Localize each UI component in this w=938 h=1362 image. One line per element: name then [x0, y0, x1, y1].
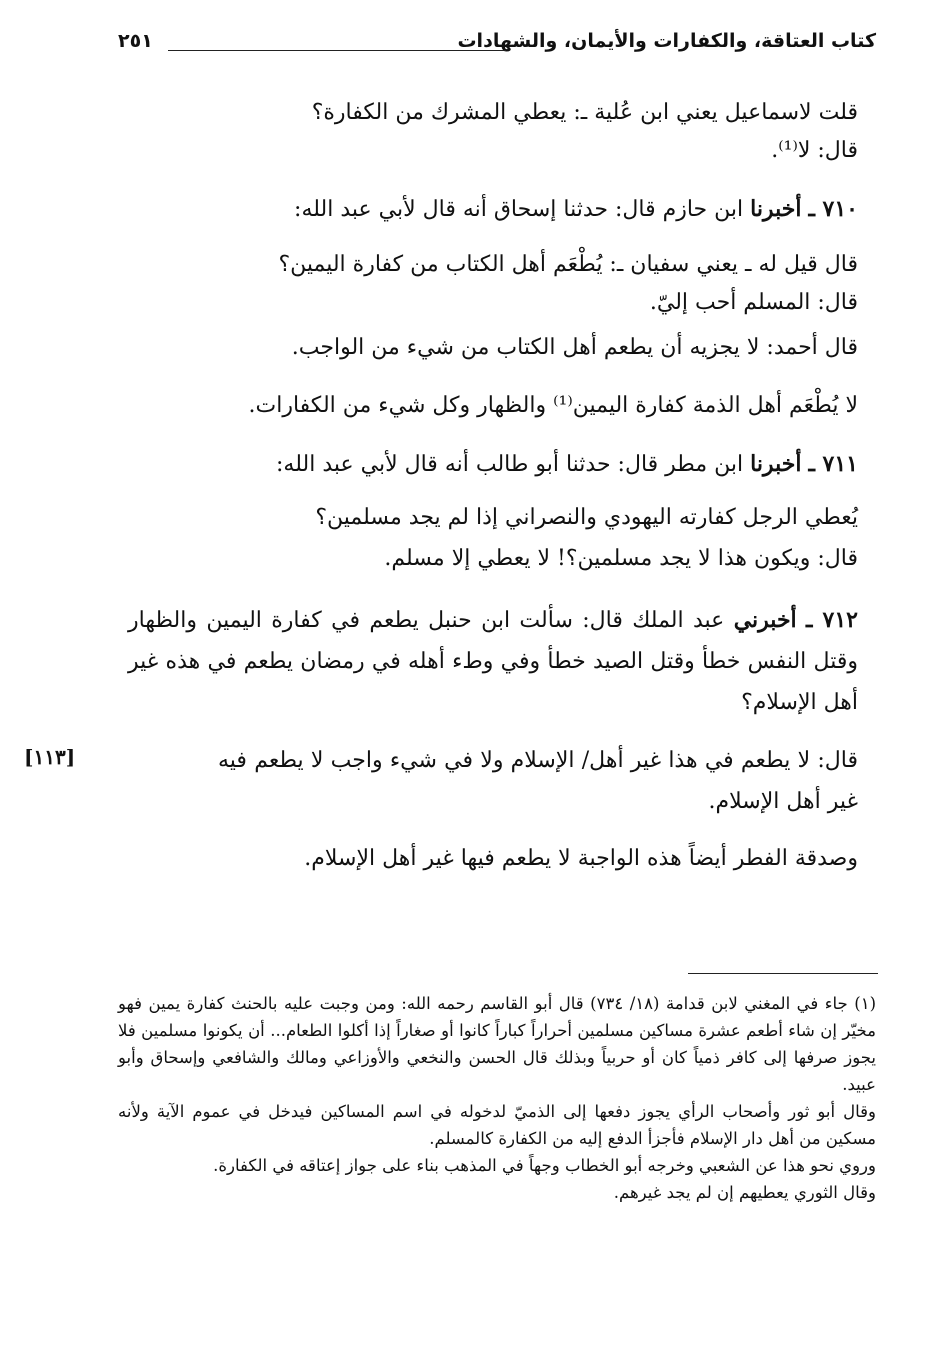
narration-number: ٧١٢ ـ: [806, 607, 858, 633]
page-number: ٢٥١: [118, 30, 153, 52]
text-line-9: يُعطي الرجل كفارته اليهودي والنصراني إذا لم يجد مسلمين؟: [315, 505, 858, 530]
running-header: [118, 30, 876, 64]
header-title: كتاب العتاقة، والكفارات والأيمان، والشهادات: [457, 30, 876, 52]
text-line-7: لا يُطْعَم أهل الذمة كفارة اليمين⁽¹⁾ والظهار وكل شيء من الكفارات.: [248, 393, 858, 418]
narration-number: ٧١٠ ـ: [808, 196, 858, 222]
text-line-2: قال: لا⁽¹⁾.: [771, 138, 858, 163]
narration-keyword: أخبرنا: [750, 451, 802, 477]
text-line-1: قلت لاسماعيل يعني ابن عُلية ـ: يعطي المشرك من الكفارة؟: [311, 100, 858, 125]
paragraph-sadaqa: وصدقة الفطر أيضاً هذه الواجبة لا يطعم فيها غير أهل الإسلام.: [304, 846, 858, 871]
header-rule: [168, 50, 506, 51]
text-line-10: قال: ويكون هذا لا يجد مسلمين؟! لا يعطي إلا مسلم.: [384, 546, 858, 571]
narration-keyword: أخبرنا: [750, 196, 802, 222]
narration-710: [294, 196, 858, 222]
narration-712: [128, 600, 858, 723]
paragraph-qal: قال: لا يطعم في هذا غير أهل/ الإسلام ولا في شيء واجب لا يطعم فيه غير أهل الإسلام.: [218, 748, 858, 814]
footnotes: [118, 990, 876, 1206]
text-line-6: قال أحمد: لا يجزيه أن يطعم أهل الكتاب من شيء من الواجب.: [291, 335, 858, 360]
footnote-3: وروي نحو هذا عن الشعبي وخرجه أبو الخطاب وجهاً في المذهب بناء على جواز إعتاقه في الكفارة.: [213, 1156, 876, 1175]
narration-711: [276, 451, 858, 477]
footnote-rule: [688, 973, 878, 974]
footnote-1: (١) جاء في المغني لابن قدامة (١٨/ ٧٣٤) قال أبو القاسم رحمه الله: ومن وجبت عليه بالحنث كفارة يمين فهو مخيّر إن شاء أطعم عشرة مساكين مسلمين أحراراً كباراً كانوا أو صغاراً إذا أكلوا الطعام... أن يكونوا مسلمين فلا يجوز صرفها إلى كافر ذمياً كان أو حربياً وبذلك قال الحسن والنخعي والأوزاعي ومالك والشافعي وإسحاق وأبو عبيد.: [118, 994, 876, 1094]
footnote-2: وقال أبو ثور وأصحاب الرأي يجوز دفعها إلى الذميّ لدخوله في اسم المساكين فيدخل في عموم الآية ولأنه مسكين من أهل دار الإسلام فأجزأ الدفع إليه من الكفارة كالمسلم.: [118, 1102, 876, 1148]
narration-text: عبد الملك قال: سألت ابن حنبل يطعم في كفارة اليمين والظهار وقتل النفس خطأ وقتل الصيد خطأ وفي وطء أهله في رمضان يطعم في هذه غير أهل الإسلام؟: [128, 608, 858, 715]
text-line-4: قال قيل له ـ يعني سفيان ـ: يُطْعَم أهل الكتاب من كفارة اليمين؟: [278, 252, 858, 277]
narration-number: ٧١١ ـ: [808, 451, 858, 477]
narration-keyword: أخبرني: [733, 607, 797, 633]
text-line-5: قال: المسلم أحب إليّ.: [649, 290, 858, 315]
narration-text: ابن حازم قال: حدثنا إسحاق أنه قال لأبي عبد الله:: [294, 197, 744, 222]
footnote-4: وقال الثوري يعطيهم إن لم يجد غيرهم.: [613, 1183, 876, 1202]
narration-text: ابن مطر قال: حدثنا أبو طالب أنه قال لأبي عبد الله:: [276, 452, 744, 477]
margin-manuscript-ref: [١١٣]: [24, 745, 76, 769]
